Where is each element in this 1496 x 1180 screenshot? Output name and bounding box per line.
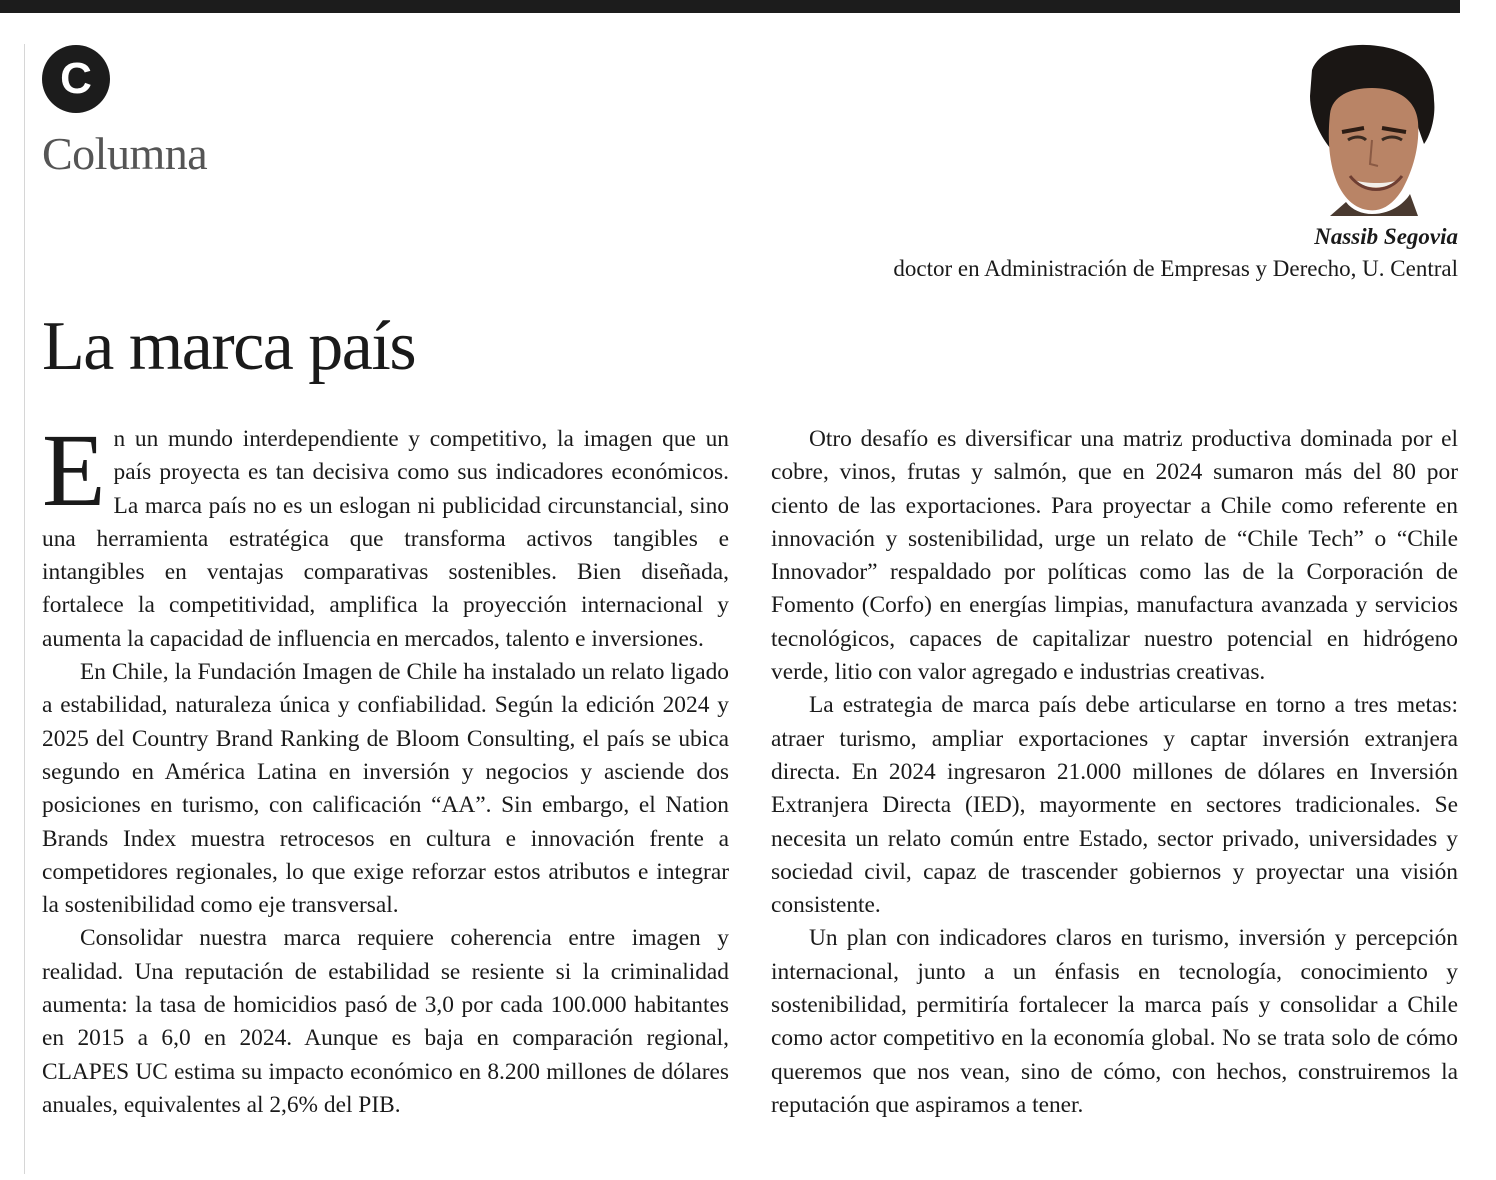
- paragraph: La estrategia de marca país debe articularse en torno a tres metas: atraer turismo, ampliar exportaciones y captar inversión extranjera directa. En 2024 ingresaron 21.000 millones de dólares en Inversión Extranjera Directa (IED), mayormente en sectores tradicionales. Se necesita un relato común entre Estado, sector privado, universidades y sociedad civil, capaz de trascender gobiernos y proyectar una visión consistente.: [771, 692, 1458, 919]
- author-photo: [1306, 44, 1438, 216]
- article-column-right: [771, 423, 1458, 1122]
- paragraph: [42, 413, 729, 656]
- drop-cap: E: [42, 413, 106, 528]
- column-divider: [24, 44, 25, 1174]
- paragraph: En Chile, la Fundación Imagen de Chile ha instalado un relato ligado a estabilidad, naturaleza única y confiabilidad. Según la edición 2024 y 2025 del Country Brand Ranking de Bloom Consulting, el país se ubica segundo en América Latina en inversión y negocios y asciende dos posiciones en turismo, con calificación “AA”. Sin embargo, el Nation Brands Index muestra retrocesos en cultura e innovación frente a competidores regionales, lo que exige reforzar estos atributos e integrar la sostenibilidad como eje transversal.: [42, 659, 729, 919]
- top-rule: [0, 0, 1460, 13]
- paragraph: Otro desafío es diversificar una matriz productiva dominada por el cobre, vinos, frutas y salmón, que en 2024 sumaron más del 80 por ciento de las exportaciones. Para proyectar a Chile como referente en innovación y sostenibilidad, urge un relato de “Chile Tech” o “Chile Innovador” respaldado por políticas como las de la Corporación de Fomento (Corfo) en energías limpias, manufactura avanzada y servicios tecnológicos, capaces de capitalizar nuestro potencial en hidrógeno verde, litio con valor agregado e industrias creativas.: [771, 426, 1458, 686]
- article-column-left: [42, 413, 729, 1122]
- section-badge: C: [42, 45, 110, 113]
- paragraph-text: n un mundo interdependiente y competitivo, la imagen que un país proyecta es tan decisiva como sus indicadores económicos. La marca país no es un eslogan ni publicidad circunstancial, sino una herramienta estratégica que transforma activos tangibles e intangibles en ventajas comparativas sostenibles. Bien diseñada, fortalece la competitividad, amplifica la proyección internacional y aumenta la capacidad de influencia en mercados, talento e inversiones.: [42, 426, 729, 652]
- paragraph: Consolidar nuestra marca requiere coherencia entre imagen y realidad. Una reputación de estabilidad se resiente si la criminalidad aumenta: la tasa de homicidios pasó de 3,0 por cada 100.000 habitantes en 2015 a 6,0 en 2024. Aunque es baja en comparación regional, CLAPES UC estima su impacto económico en 8.200 millones de dólares anuales, equivalentes al 2,6% del PIB.: [42, 925, 729, 1118]
- paragraph: Un plan con indicadores claros en turismo, inversión y percepción internacional, junto a un énfasis en tecnología, conocimiento y sostenibilidad, permitiría fortalecer la marca país y consolidar a Chile como actor competitivo en la economía global. No se trata solo de cómo queremos que nos vean, sino de cómo, con hechos, construiremos la reputación que aspiramos a tener.: [771, 925, 1458, 1118]
- author-role: doctor en Administración de Empresas y Derecho, U. Central: [893, 256, 1458, 281]
- section-label: Columna: [42, 128, 208, 179]
- headline: La marca país: [42, 308, 416, 385]
- author-name: Nassib Segovia: [1314, 224, 1458, 249]
